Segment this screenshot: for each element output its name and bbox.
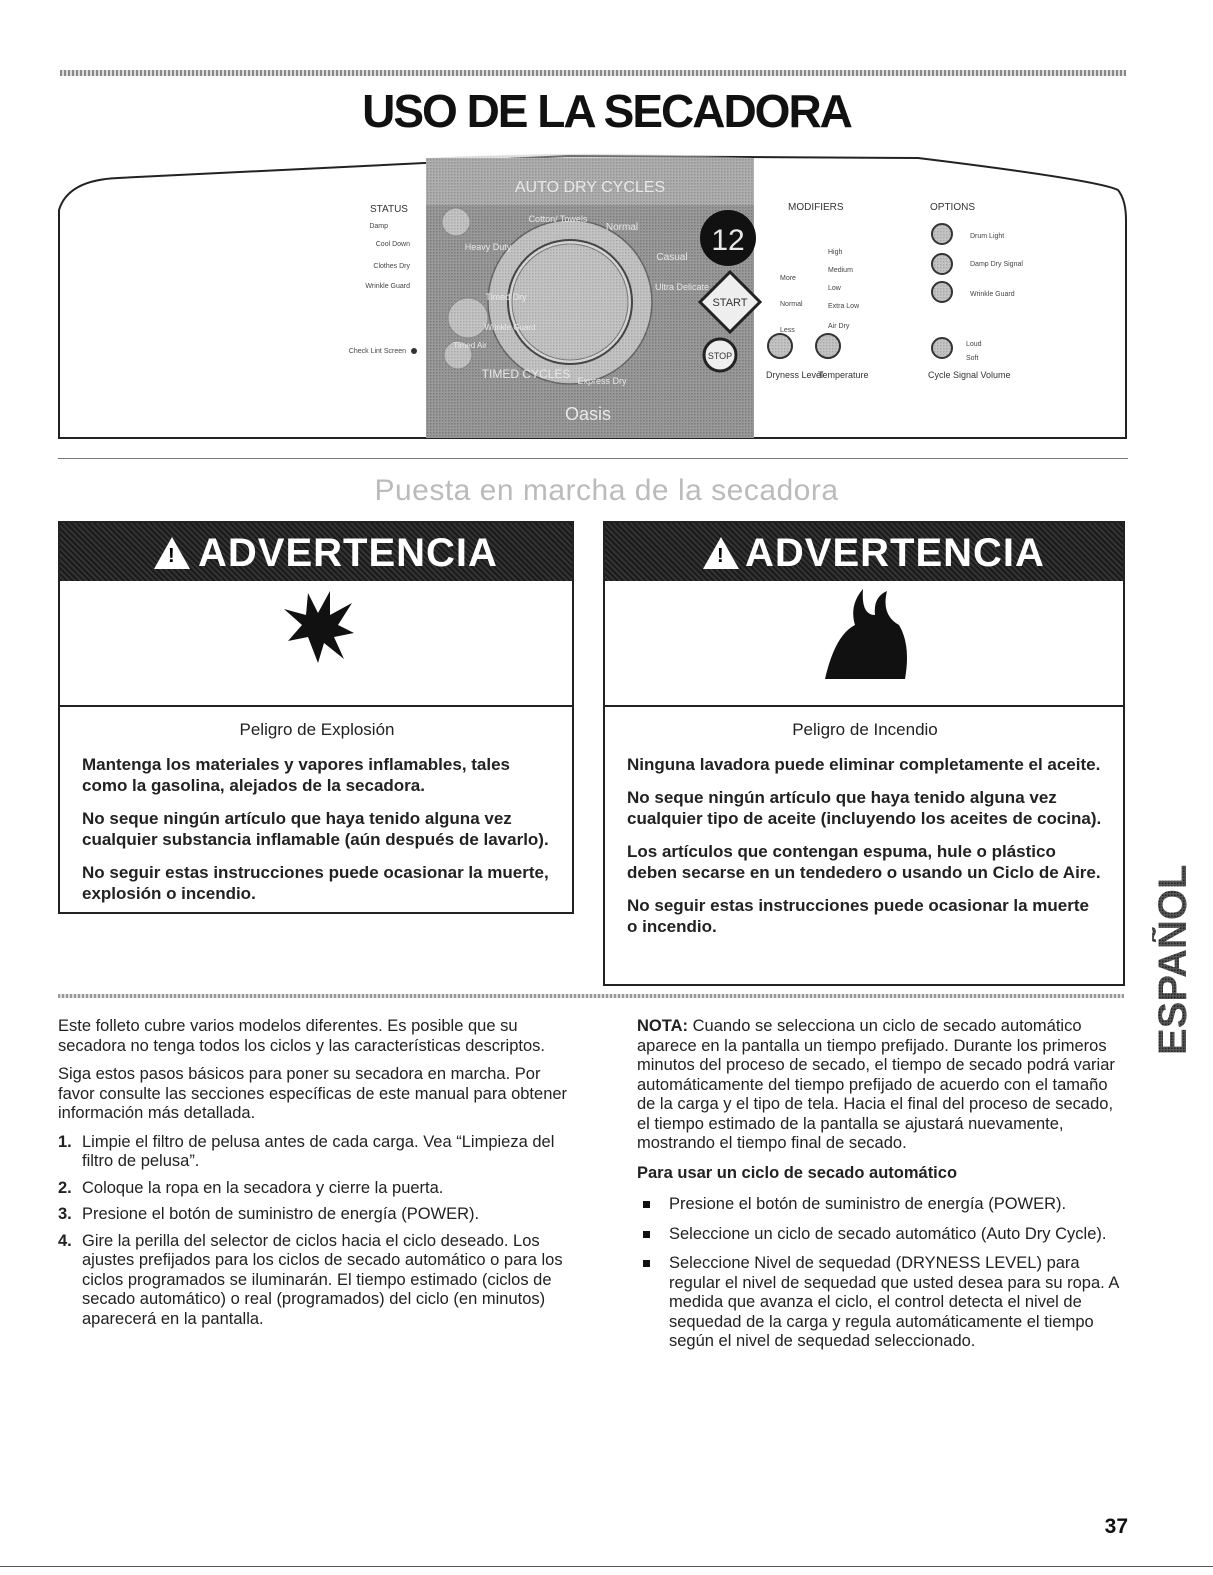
stop-button: STOP xyxy=(707,351,733,361)
display-readout: 12 xyxy=(711,224,745,257)
warning-box-fire xyxy=(603,521,1125,986)
warning-box-explosion xyxy=(58,521,574,914)
warning-text: Mantenga los materiales y vapores inflamables, tales como la gasolina, alejados de la secadora. xyxy=(82,755,511,795)
svg-text:Drum Light: Drum Light xyxy=(970,233,1005,240)
svg-text:Cool Down: Cool Down xyxy=(375,241,410,248)
status-heading: STATUS xyxy=(370,204,408,215)
svg-text:Medium: Medium xyxy=(828,267,853,274)
note-label: NOTA: xyxy=(637,1017,689,1035)
modifiers-heading: MODIFIERS xyxy=(788,202,844,213)
bottom-rule xyxy=(0,1566,1213,1567)
svg-text:Wrinkle Guard: Wrinkle Guard xyxy=(365,283,410,290)
hazard-title: Peligro de Incendio xyxy=(792,720,938,739)
auto-dry-heading: AUTO DRY CYCLES xyxy=(514,179,666,196)
page-title: USO DE LA SECADORA xyxy=(362,85,851,137)
warning-text: No seguir estas instrucciones puede ocasionar la muerte, explosión o incendio. xyxy=(82,863,549,903)
svg-text:Wrinkle Guard: Wrinkle Guard xyxy=(484,323,536,332)
step-item: 1. Limpie el filtro de pelusa antes de cada carga. Vea “Limpieza del filtro de pelusa”. xyxy=(58,1132,555,1170)
step-item: 2. Coloque la ropa en la secadora y cierre la puerta. xyxy=(58,1178,444,1197)
language-side-tab xyxy=(1152,815,1194,1060)
brand-logo: Oasis xyxy=(564,404,612,424)
svg-text:Ultra Delicate: Ultra Delicate xyxy=(654,282,710,292)
svg-text:Check Lint Screen: Check Lint Screen xyxy=(348,348,406,355)
intro-paragraph: Siga estos pasos básicos para poner su secadora en marcha. Por favor consulte las secciones específicas de este manual para obtener información más detallada. xyxy=(58,1065,568,1122)
hazard-title: Peligro de Explosión xyxy=(239,720,395,739)
warning-triangle-icon xyxy=(154,537,190,569)
left-column xyxy=(58,1017,568,1336)
svg-text:Wrinkle Guard: Wrinkle Guard xyxy=(970,291,1015,298)
bullet-item: Presione el botón de suministro de energía (POWER). xyxy=(637,1195,1125,1215)
timed-heading: TIMED CYCLES xyxy=(481,367,571,381)
svg-text:Extra Low: Extra Low xyxy=(828,303,860,310)
bullet-item: Seleccione Nivel de sequedad (DRYNESS LEVEL) para regular el nivel de sequedad que usted desea para su ropa. A medida que avanza el ciclo, el control detecta el nivel de sequedad de la carga y regula automáticamente el tiempo según el nivel de sequedad seleccionado. xyxy=(637,1254,1125,1352)
svg-text:Low: Low xyxy=(828,285,841,292)
control-panel-illustration xyxy=(58,150,1128,440)
temperature-label: Temperature xyxy=(818,370,869,380)
svg-text:Loud: Loud xyxy=(966,341,982,348)
dryness-level-label: Dryness Level xyxy=(766,370,824,380)
svg-text:Clothes Dry: Clothes Dry xyxy=(373,263,410,270)
bullet-list xyxy=(637,1195,1125,1352)
divider xyxy=(58,458,1128,459)
svg-text:Timed Dry: Timed Dry xyxy=(485,292,527,302)
svg-text:Damp Dry Signal: Damp Dry Signal xyxy=(970,261,1023,268)
step-item: 3. Presione el botón de suministro de energía (POWER). xyxy=(58,1205,480,1223)
step-item: 4. Gire la perilla del selector de ciclos hacia el ciclo deseado. Los ajustes prefijados para los ciclos de secado automático o para los ciclos programados se iluminarán. El tiempo estimado (ciclos de secado automático) o real (programados) del ciclo (en minutos) aparecerá en la pantalla. xyxy=(58,1231,563,1328)
warning-triangle-icon xyxy=(703,537,739,569)
cycle-signal-volume-label: Cycle Signal Volume xyxy=(928,370,1011,380)
top-rule xyxy=(60,70,1126,76)
explosion-icon xyxy=(278,589,358,669)
warning-header: ! ADVERTENCIA xyxy=(60,523,572,581)
svg-text:Soft: Soft xyxy=(966,355,979,362)
intro-paragraph: Este folleto cubre varios modelos diferentes. Es posible que su secadora no tenga todos los ciclos y las características descriptos. xyxy=(58,1017,545,1055)
right-column xyxy=(637,1017,1125,1362)
section-title: Puesta en marcha de la secadora xyxy=(374,474,839,507)
steps-list xyxy=(58,1133,568,1330)
warning-text: No seque ningún artículo que haya tenido alguna vez cualquier tipo de aceite (incluyendo los aceites de cocina). xyxy=(627,788,1102,828)
svg-text:Damp: Damp xyxy=(369,223,388,230)
svg-text:Express Dry: Express Dry xyxy=(577,376,627,386)
svg-text:More: More xyxy=(780,275,796,282)
svg-text:Casual: Casual xyxy=(656,252,688,263)
svg-text:Timed Air: Timed Air xyxy=(453,341,487,350)
side-tab-label: ESPAÑOL xyxy=(1152,864,1194,1055)
options-heading: OPTIONS xyxy=(930,202,976,213)
warning-text: No seguir estas instrucciones puede ocasionar la muerte o incendio. xyxy=(627,896,1089,936)
note-paragraph: NOTA: Cuando se selecciona un ciclo de secado automático aparece en la pantalla un tiempo prefijado. Durante los primeros minutos del proceso de secado, el tiempo de secado podrá variar automáticamente del tiempo prefijado de acuerdo con el tamaño de la carga y el tipo de tela. Hacia el final del proceso de secado, el tiempo estimado de la pantalla se ajustará nuevamente, mostrando el tiempo final de secado. xyxy=(637,1017,1115,1152)
subheading: Para usar un ciclo de secado automático xyxy=(637,1163,958,1182)
svg-text:Cotton/ Towels: Cotton/ Towels xyxy=(528,214,588,224)
svg-text:Air Dry: Air Dry xyxy=(828,323,850,330)
warning-header: ! ADVERTENCIA xyxy=(605,523,1123,581)
page-number: 37 xyxy=(1104,1515,1128,1538)
svg-text:Less: Less xyxy=(780,327,795,334)
warning-text: No seque ningún artículo que haya tenido alguna vez cualquier substancia inflamable (aún después de lavarlo). xyxy=(82,809,549,849)
svg-text:High: High xyxy=(828,249,843,256)
start-button: START xyxy=(712,297,748,309)
svg-text:Normal: Normal xyxy=(780,301,803,308)
fire-icon xyxy=(815,585,915,681)
divider xyxy=(58,994,1124,998)
warning-text: Los artículos que contengan espuma, hule o plástico deben secarse en un tendedero o usando un Ciclo de Aire. xyxy=(627,842,1101,882)
svg-text:Normal: Normal xyxy=(605,222,639,233)
svg-text:Heavy Duty: Heavy Duty xyxy=(464,242,512,252)
warning-text: Ninguna lavadora puede eliminar completamente el aceite. xyxy=(627,755,1101,774)
bullet-item: Seleccione un ciclo de secado automático (Auto Dry Cycle). xyxy=(637,1225,1125,1245)
